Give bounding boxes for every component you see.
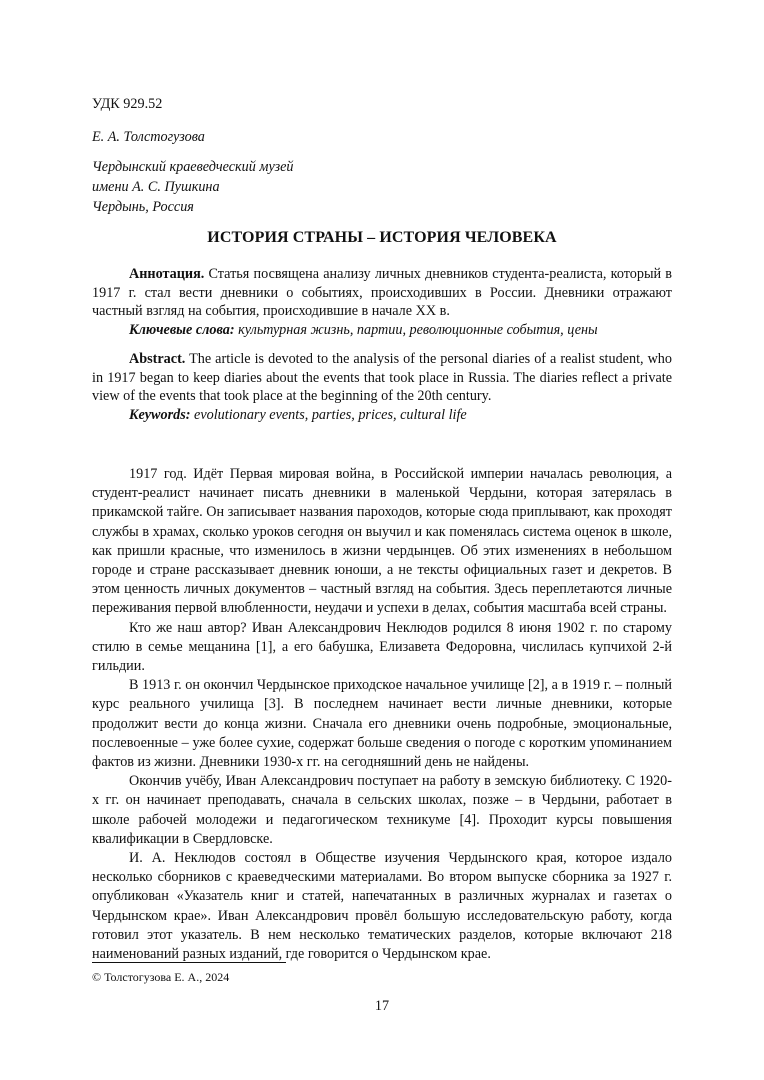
body-paragraph: Кто же наш автор? Иван Александрович Неклюдов родился 8 июня 1902 г. по старому стилю в семье мещанина [1], а его бабушка, Елизавета Федоровна, числилась купчихой 2-й гильдии. [92, 619, 672, 675]
keywords-text: культурная жизнь, партии, революционные события, цены [234, 321, 598, 338]
copyright-footnote: © Толстогузова Е. А., 2024 [92, 970, 230, 984]
article-body [92, 465, 672, 964]
affiliation-line: Чердынский краеведческий музей [92, 159, 294, 175]
keywords-label: Keywords: [129, 406, 191, 423]
body-paragraph: В 1913 г. он окончил Чердынское приходское начальное училище [2], а в 1919 г. – полный курс реального училища [3]. В последнем начинает вести личные дневники, которые продолжит вести до конца жизни. Сначала его дневники очень подробные, эмоциональные, послевоенные – уже более сухие, содержат больше сведения о погоде с коротким упоминанием фактов из жизни. Дневники 1930-х гг. на сегодняшний день не найдены. [92, 677, 672, 771]
affiliation-location: Чердынь, Россия [92, 199, 194, 215]
body-paragraph: И. А. Неклюдов состоял в Обществе изучения Чердынского края, которое издало несколько сборников с краеведческими материалами. Во втором выпуске сборника за 1927 г. опубликован «Указатель книг и статей, напечатанных в различных журналах и газетах о Чердынском крае». Иван Александрович провёл большую исследовательскую работу, когда готовил этот указатель. В нем несколько тематических разделов, которые включают 218 наименований разных изданий, где говорится о Чердынском крае. [92, 850, 672, 963]
abstract-label: Аннотация. [129, 266, 205, 282]
udk-code: УДК 929.52 [92, 96, 163, 112]
body-paragraph: 1917 год. Идёт Первая мировая война, в Российской империи началась революция, а студент-реалист начинает писать дневники в маленькой Чердыни, которая затерялась в прикамской тайге. Он записывает названия пароходов, которые сюда приплывают, как проходят службы в храмах, сколько уроков сегодня он выучил и как поменялась система оценок в школе, как пришли красные, что изменилось в жизни чердынцев. Об этих изменениях в небольшом городе и стране рассказывает дневник юноши, а не тексты официальных газет и декретов. В этом ценность личных документов – частный взгляд на события. Здесь переплетаются личные переживания первой влюбленности, неудачи и успехи в делах, события масштаба всей страны. [92, 466, 672, 617]
affiliation-line: имени А. С. Пушкина [92, 179, 220, 195]
body-paragraph: Окончив учёбу, Иван Александрович поступает на работу в земскую библиотеку. С 1920-х гг. он начинает преподавать, сначала в сельских школах, позже – в Чердыни, работает в школе рабочей молодежи и педагогическом техникуме [4]. Проходит курсы повышения квалификации в Свердловске. [92, 773, 672, 847]
keywords-label: Ключевые слова: [129, 321, 235, 338]
abstract-russian [92, 265, 672, 339]
article-title: ИСТОРИЯ СТРАНЫ – ИСТОРИЯ ЧЕЛОВЕКА [207, 229, 557, 246]
abstract-text: The article is devoted to the analysis of the personal diaries of a realist student, who in 1917 began to keep diaries about the events that took place in Russia. The diaries reflect a private view of the events that took place at the beginning of the 20th century. [92, 351, 672, 405]
author-name: Е. А. Толстогузова [92, 129, 205, 145]
author-block [92, 127, 294, 217]
page-number: 17 [374, 998, 390, 1014]
abstract-label: Abstract. [129, 351, 186, 367]
keywords-text: evolutionary events, parties, prices, cultural life [190, 406, 467, 423]
abstract-english [92, 350, 672, 424]
abstract-text: Статья посвящена анализу личных дневников студента-реалиста, который в 1917 г. стал вести дневники о событиях, происходивших в России. Дневники отражают частный взгляд на события, происходившие в начале XX в. [92, 266, 672, 320]
footnote-divider [92, 962, 286, 963]
